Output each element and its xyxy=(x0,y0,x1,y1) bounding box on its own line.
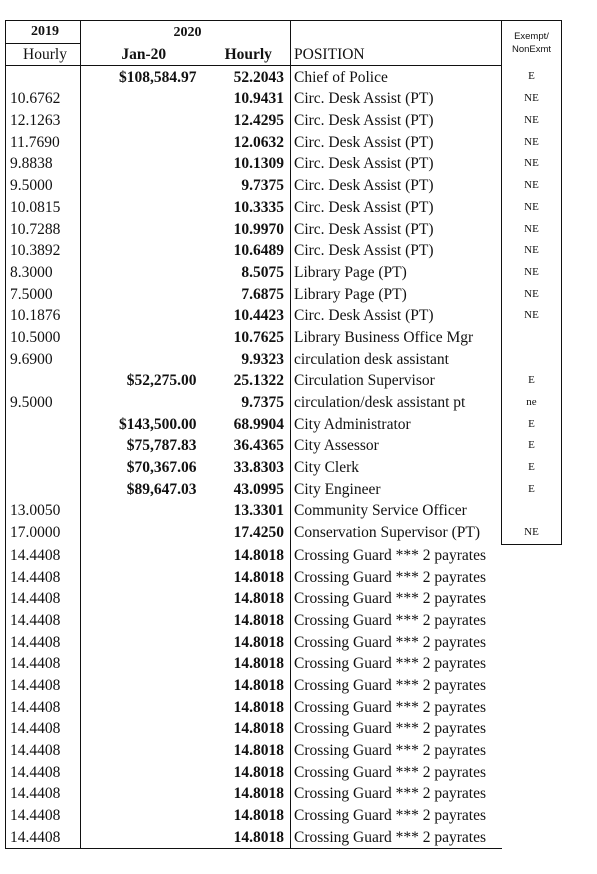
cell-hourly-2020: 14.8018 xyxy=(233,633,284,651)
cell-jan-20 xyxy=(81,696,203,718)
table-row xyxy=(6,370,562,392)
cell-exempt: E xyxy=(502,435,562,457)
cell-position: Library Business Office Mgr xyxy=(291,327,502,349)
cell-jan-20 xyxy=(81,718,203,740)
cell-position: Crossing Guard *** 2 payrates xyxy=(291,566,502,588)
cell-jan-20 xyxy=(81,110,203,132)
cell-jan-20 xyxy=(81,348,203,370)
cell-jan-20 xyxy=(81,631,203,653)
cell-exempt xyxy=(502,631,562,653)
cell-hourly-2019: 14.4408 xyxy=(6,610,81,632)
cell-hourly-2019: 7.5000 xyxy=(6,283,81,305)
cell-jan-20: $52,275.00 xyxy=(81,370,203,392)
cell-position: Circ. Desk Assist (PT) xyxy=(291,240,502,262)
cell-exempt xyxy=(502,761,562,783)
cell-position: Circ. Desk Assist (PT) xyxy=(291,88,502,110)
table-row xyxy=(6,500,562,522)
cell-hourly-2020: 14.8018 xyxy=(233,568,284,586)
header-exempt-line2: NonExmt xyxy=(511,44,552,56)
cell-hourly-2020: 14.8018 xyxy=(233,698,284,716)
cell-hourly-2019 xyxy=(6,413,81,435)
cell-jan-20: $70,367.06 xyxy=(81,457,203,479)
cell-hourly-2020: 10.9970 xyxy=(233,220,284,238)
table-row xyxy=(6,653,562,675)
cell-hourly-2019: 14.4408 xyxy=(6,631,81,653)
cell-hourly-2020: 68.9904 xyxy=(233,415,284,433)
cell-position: Circ. Desk Assist (PT) xyxy=(291,131,502,153)
cell-position: Crossing Guard *** 2 payrates xyxy=(291,675,502,697)
table-row xyxy=(6,435,562,457)
cell-hourly-2020: 7.6875 xyxy=(241,285,284,303)
cell-hourly-2019: 14.4408 xyxy=(6,544,81,566)
cell-hourly-2019 xyxy=(6,478,81,500)
cell-jan-20 xyxy=(81,88,203,110)
cell-hourly-2019: 13.0050 xyxy=(6,500,81,522)
cell-jan-20 xyxy=(81,175,203,197)
cell-jan-20 xyxy=(81,197,203,219)
cell-position: Library Page (PT) xyxy=(291,262,502,284)
cell-jan-20 xyxy=(81,740,203,762)
cell-jan-20 xyxy=(81,675,203,697)
table-row xyxy=(6,283,562,305)
cell-hourly-2020: 14.8018 xyxy=(233,720,284,738)
cell-hourly-2020: 14.8018 xyxy=(233,590,284,608)
cell-position: Crossing Guard *** 2 payrates xyxy=(291,610,502,632)
table-row xyxy=(6,218,562,240)
table-row xyxy=(6,805,562,827)
cell-exempt xyxy=(502,653,562,675)
cell-hourly-2019: 9.8838 xyxy=(6,153,81,175)
table-row xyxy=(6,675,562,697)
cell-position: Crossing Guard *** 2 payrates xyxy=(291,653,502,675)
table-header xyxy=(6,21,562,66)
cell-jan-20: $75,787.83 xyxy=(81,435,203,457)
cell-exempt: NE xyxy=(502,305,562,327)
table-row xyxy=(6,240,562,262)
header-exempt-line1: Exempt/ xyxy=(514,31,549,43)
cell-exempt: NE xyxy=(502,262,562,284)
cell-position: City Engineer xyxy=(291,478,502,500)
cell-position: Circ. Desk Assist (PT) xyxy=(291,197,502,219)
cell-hourly-2020: 8.5075 xyxy=(241,263,284,281)
cell-jan-20 xyxy=(81,544,203,566)
cell-hourly-2019 xyxy=(6,457,81,479)
cell-hourly-2020: 14.8018 xyxy=(233,807,284,825)
cell-hourly-2019: 14.4408 xyxy=(6,566,81,588)
cell-jan-20 xyxy=(81,392,203,414)
table-row xyxy=(6,566,562,588)
cell-hourly-2019: 14.4408 xyxy=(6,696,81,718)
cell-jan-20 xyxy=(81,761,203,783)
cell-hourly-2020: 52.2043 xyxy=(233,68,284,86)
cell-hourly-2020: 17.4250 xyxy=(233,524,284,542)
cell-jan-20 xyxy=(81,305,203,327)
cell-exempt: E xyxy=(502,370,562,392)
cell-hourly-2019: 11.7690 xyxy=(6,131,81,153)
cell-exempt: NE xyxy=(502,175,562,197)
cell-jan-20 xyxy=(81,153,203,175)
cell-jan-20 xyxy=(81,327,203,349)
cell-hourly-2020: 9.7375 xyxy=(241,394,284,412)
table-row xyxy=(6,392,562,414)
table-row xyxy=(6,110,562,132)
cell-jan-20 xyxy=(81,653,203,675)
cell-hourly-2020: 10.1309 xyxy=(233,155,284,173)
cell-hourly-2019: 9.5000 xyxy=(6,175,81,197)
cell-jan-20 xyxy=(81,500,203,522)
cell-jan-20 xyxy=(81,522,203,544)
cell-hourly-2020: 36.4365 xyxy=(233,437,284,455)
table-row xyxy=(6,197,562,219)
cell-exempt xyxy=(502,675,562,697)
table-row xyxy=(6,610,562,632)
cell-jan-20: $143,500.00 xyxy=(81,413,203,435)
cell-exempt xyxy=(502,327,562,349)
cell-hourly-2020: 14.8018 xyxy=(203,826,291,848)
cell-hourly-2020: 25.1322 xyxy=(233,372,284,390)
table-row xyxy=(6,413,562,435)
table-row xyxy=(6,153,562,175)
cell-exempt: E xyxy=(502,478,562,500)
header-hourly-2020: Hourly xyxy=(203,43,291,66)
cell-hourly-2020: 14.8018 xyxy=(233,611,284,629)
cell-position: Crossing Guard *** 2 payrates xyxy=(291,631,502,653)
table-row xyxy=(6,305,562,327)
cell-jan-20 xyxy=(81,588,203,610)
cell-hourly-2019: 10.3892 xyxy=(6,240,81,262)
cell-jan-20 xyxy=(81,566,203,588)
cell-position: Circ. Desk Assist (PT) xyxy=(291,153,502,175)
cell-hourly-2020: 14.8018 xyxy=(233,742,284,760)
cell-hourly-2020: 14.8018 xyxy=(233,763,284,781)
cell-hourly-2020: 14.8018 xyxy=(233,655,284,673)
cell-hourly-2020: 14.8018 xyxy=(233,676,284,694)
table-row xyxy=(6,175,562,197)
table-row xyxy=(6,740,562,762)
cell-exempt: NE xyxy=(502,197,562,219)
cell-position: Community Service Officer xyxy=(291,500,502,522)
table-row xyxy=(6,826,562,848)
table-row xyxy=(6,522,562,544)
cell-hourly-2019: 14.4408 xyxy=(6,783,81,805)
cell-exempt xyxy=(502,610,562,632)
cell-hourly-2020: 13.3301 xyxy=(233,502,284,520)
cell-jan-20: $89,647.03 xyxy=(81,478,203,500)
cell-position: Crossing Guard *** 2 payrates xyxy=(291,740,502,762)
table-row xyxy=(6,327,562,349)
table-row xyxy=(6,131,562,153)
cell-hourly-2020: 10.4423 xyxy=(233,307,284,325)
cell-jan-20 xyxy=(81,610,203,632)
cell-exempt xyxy=(502,783,562,805)
cell-hourly-2020: 10.3335 xyxy=(233,198,284,216)
cell-hourly-2019: 9.6900 xyxy=(6,348,81,370)
cell-jan-20 xyxy=(81,783,203,805)
cell-position: Circulation Supervisor xyxy=(291,370,502,392)
cell-jan-20 xyxy=(81,240,203,262)
cell-position: Crossing Guard *** 2 payrates xyxy=(291,826,502,848)
table-body xyxy=(6,66,562,849)
cell-hourly-2019: 14.4408 xyxy=(6,675,81,697)
cell-exempt xyxy=(502,566,562,588)
cell-hourly-2019 xyxy=(6,435,81,457)
cell-hourly-2019: 14.4408 xyxy=(6,826,81,848)
table-row xyxy=(6,631,562,653)
header-hourly-2019: Hourly xyxy=(6,43,81,66)
cell-jan-20 xyxy=(81,262,203,284)
cell-position: Crossing Guard *** 2 payrates xyxy=(291,783,502,805)
cell-position: City Clerk xyxy=(291,457,502,479)
cell-hourly-2019: 10.5000 xyxy=(6,327,81,349)
cell-exempt: E xyxy=(502,66,562,88)
cell-exempt: ne xyxy=(502,392,562,414)
cell-exempt xyxy=(502,718,562,740)
table-row xyxy=(6,66,562,88)
cell-exempt xyxy=(502,348,562,370)
table-row xyxy=(6,544,562,566)
cell-exempt xyxy=(502,544,562,566)
table-row xyxy=(6,783,562,805)
cell-hourly-2019: 14.4408 xyxy=(6,718,81,740)
cell-hourly-2019: 10.6762 xyxy=(6,88,81,110)
cell-exempt xyxy=(502,588,562,610)
cell-position: Crossing Guard *** 2 payrates xyxy=(291,696,502,718)
cell-hourly-2019: 10.7288 xyxy=(6,218,81,240)
cell-position: Crossing Guard *** 2 payrates xyxy=(291,805,502,827)
table-row xyxy=(6,457,562,479)
cell-hourly-2019: 8.3000 xyxy=(6,262,81,284)
cell-exempt: NE xyxy=(502,283,562,305)
cell-exempt xyxy=(502,696,562,718)
cell-position: Crossing Guard *** 2 payrates xyxy=(291,718,502,740)
cell-jan-20 xyxy=(81,283,203,305)
cell-jan-20 xyxy=(81,826,203,848)
header-blank xyxy=(291,21,502,44)
cell-hourly-2019: 14.4408 xyxy=(6,740,81,762)
cell-position: Circ. Desk Assist (PT) xyxy=(291,110,502,132)
cell-jan-20 xyxy=(81,218,203,240)
cell-exempt xyxy=(502,805,562,827)
cell-position: Circ. Desk Assist (PT) xyxy=(291,305,502,327)
cell-hourly-2019: 14.4408 xyxy=(6,805,81,827)
cell-position: Crossing Guard *** 2 payrates xyxy=(291,761,502,783)
cell-hourly-2019: 10.0815 xyxy=(6,197,81,219)
cell-exempt: NE xyxy=(502,131,562,153)
cell-position: Circ. Desk Assist (PT) xyxy=(291,175,502,197)
cell-position: Circ. Desk Assist (PT) xyxy=(291,218,502,240)
header-row-labels xyxy=(6,43,562,66)
cell-exempt xyxy=(502,826,562,848)
cell-hourly-2020: 12.0632 xyxy=(233,133,284,151)
table-row xyxy=(6,348,562,370)
table-row xyxy=(6,718,562,740)
cell-hourly-2019: 12.1263 xyxy=(6,110,81,132)
cell-exempt: NE xyxy=(502,153,562,175)
cell-exempt: NE xyxy=(502,88,562,110)
pay-schedule-table xyxy=(5,20,562,849)
cell-position: Chief of Police xyxy=(291,66,502,88)
cell-exempt: NE xyxy=(502,110,562,132)
table-row xyxy=(6,588,562,610)
cell-jan-20 xyxy=(81,131,203,153)
cell-hourly-2020: 10.7625 xyxy=(233,328,284,346)
cell-hourly-2019: 10.1876 xyxy=(6,305,81,327)
cell-exempt: E xyxy=(502,457,562,479)
cell-position: City Administrator xyxy=(291,413,502,435)
cell-hourly-2020: 33.8303 xyxy=(233,459,284,477)
cell-hourly-2020: 9.7375 xyxy=(241,177,284,195)
cell-position: Crossing Guard *** 2 payrates xyxy=(291,588,502,610)
cell-exempt: NE xyxy=(502,240,562,262)
header-row-years xyxy=(6,21,562,44)
table-row xyxy=(6,696,562,718)
cell-position: circulation desk assistant xyxy=(291,348,502,370)
cell-position: Library Page (PT) xyxy=(291,283,502,305)
cell-hourly-2020: 12.4295 xyxy=(233,112,284,130)
cell-hourly-2019 xyxy=(6,370,81,392)
cell-jan-20 xyxy=(81,805,203,827)
cell-position: circulation/desk assistant pt xyxy=(291,392,502,414)
cell-hourly-2019: 17.0000 xyxy=(6,522,81,544)
header-position: POSITION xyxy=(291,43,502,66)
cell-hourly-2019: 9.5000 xyxy=(6,392,81,414)
cell-exempt: E xyxy=(502,413,562,435)
cell-position: City Assessor xyxy=(291,435,502,457)
cell-hourly-2020: 14.8018 xyxy=(233,546,284,564)
table-row xyxy=(6,761,562,783)
header-exempt xyxy=(502,21,562,66)
cell-hourly-2019: 14.4408 xyxy=(6,588,81,610)
cell-hourly-2020: 10.6489 xyxy=(233,242,284,260)
cell-position: Conservation Supervisor (PT) xyxy=(291,522,502,544)
cell-hourly-2020: 9.9323 xyxy=(241,350,284,368)
cell-exempt xyxy=(502,500,562,522)
cell-hourly-2019: 14.4408 xyxy=(6,761,81,783)
cell-hourly-2019 xyxy=(6,66,81,88)
cell-jan-20: $108,584.97 xyxy=(81,66,203,88)
table-row xyxy=(6,478,562,500)
cell-exempt: NE xyxy=(502,522,562,544)
header-year-2020: 2020 xyxy=(81,21,291,44)
cell-exempt: NE xyxy=(502,218,562,240)
cell-hourly-2020: 43.0995 xyxy=(233,480,284,498)
cell-hourly-2019: 14.4408 xyxy=(6,653,81,675)
cell-position: Crossing Guard *** 2 payrates xyxy=(291,544,502,566)
header-jan-20: Jan-20 xyxy=(81,43,203,66)
header-year-2019: 2019 xyxy=(6,21,81,44)
cell-hourly-2020: 14.8018 xyxy=(233,785,284,803)
cell-exempt xyxy=(502,740,562,762)
cell-hourly-2020: 10.9431 xyxy=(233,90,284,108)
table-row xyxy=(6,88,562,110)
table-row xyxy=(6,262,562,284)
